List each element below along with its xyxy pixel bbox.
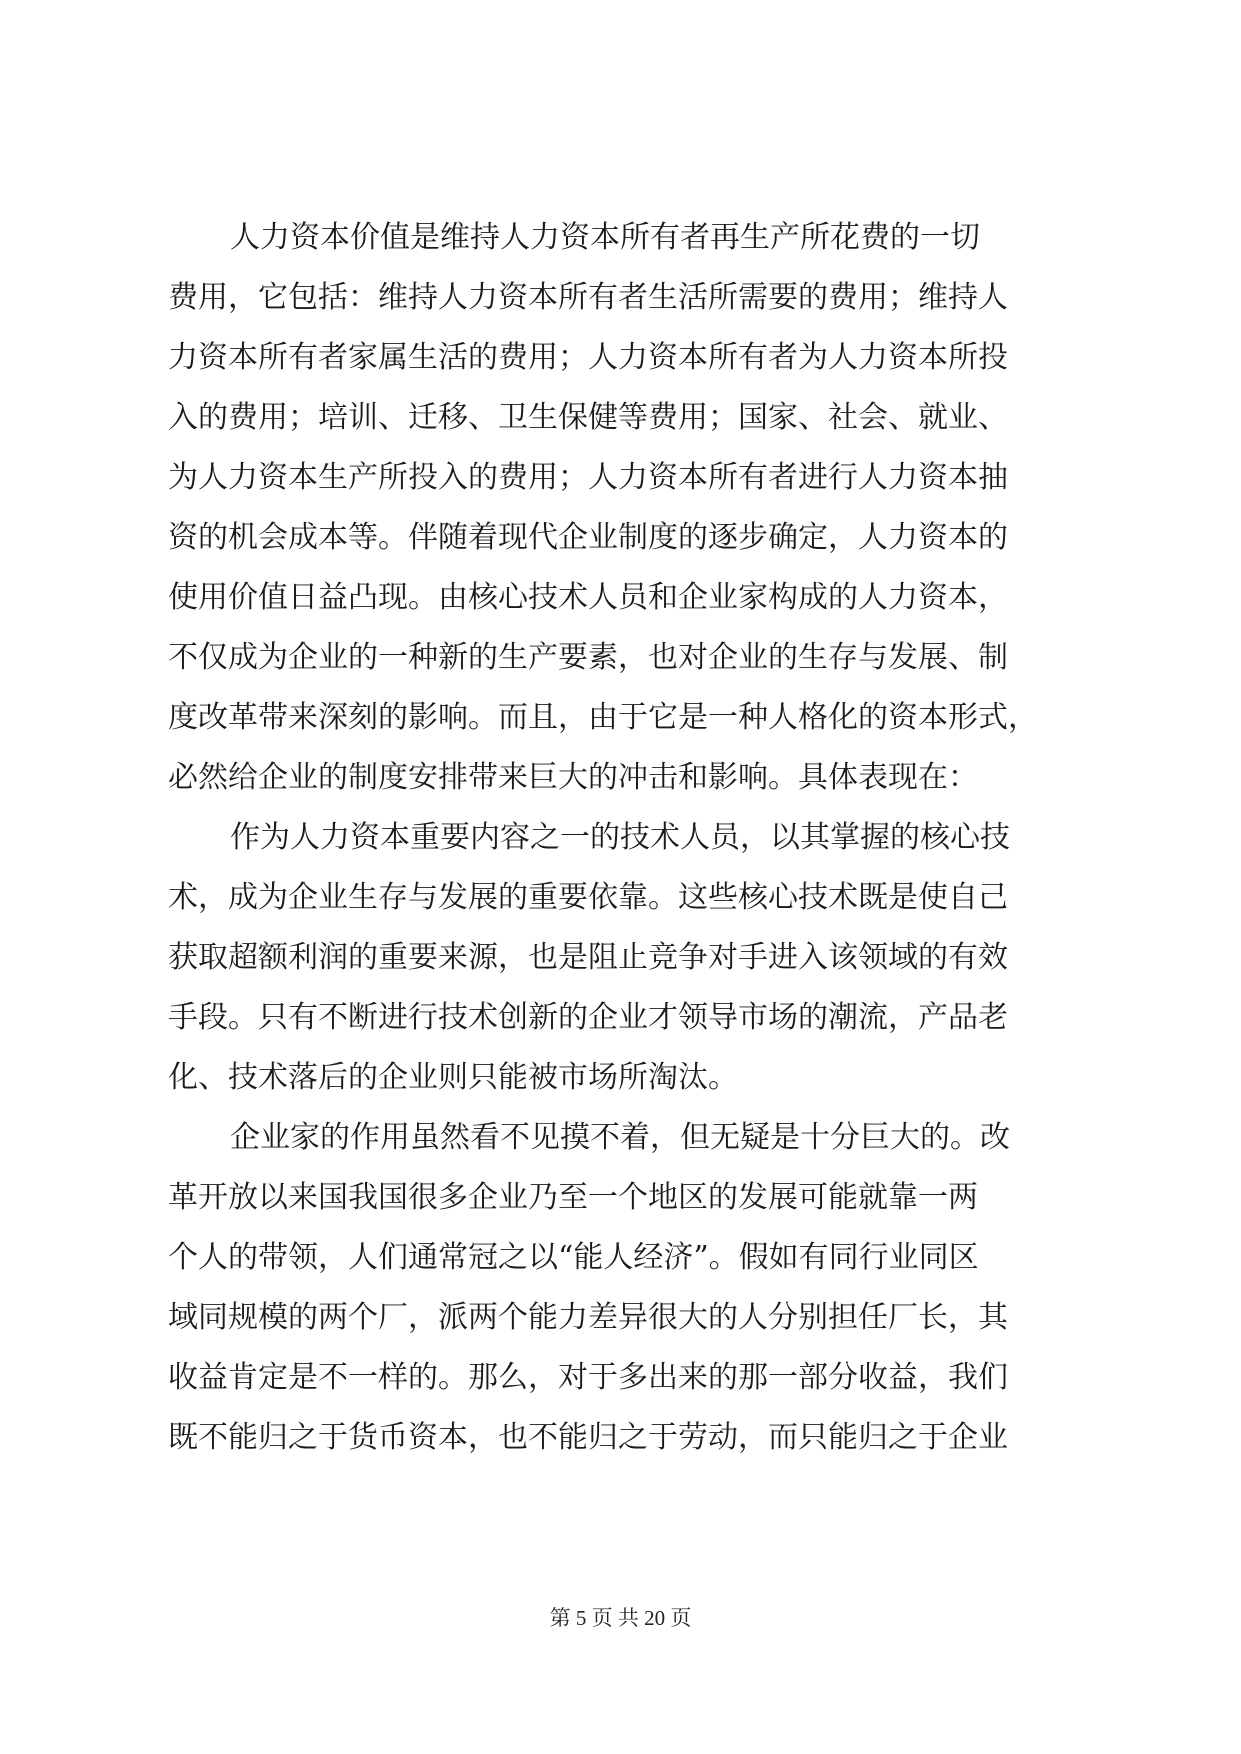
paragraph-1-line-10: 必然给企业的制度安排带来巨大的冲击和影响。具体表现在： [168,760,978,795]
paragraph-1-line-3: 力资本所有者家属生活的费用；人力资本所有者为人力资本所投 [168,340,1008,375]
paragraph-2-line-4: 手段。只有不断进行技术创新的企业才领导市场的潮流，产品老 [168,1000,1008,1035]
paragraph-1-line-6: 资的机会成本等。伴随着现代企业制度的逐步确定，人力资本的 [168,520,1008,555]
paragraph-3-line-5: 收益肯定是不一样的。那么，对于多出来的那一部分收益，我们 [168,1360,1008,1395]
paragraph-1-line-1: 人力资本价值是维持人力资本所有者再生产所花费的一切 [230,220,980,255]
paragraph-2-line-2: 术，成为企业生存与发展的重要依靠。这些核心技术既是使自己 [168,880,1008,915]
paragraph-1-line-7: 使用价值日益凸现。由核心技术人员和企业家构成的人力资本， [168,580,1008,615]
paragraph-1-line-5: 为人力资本生产所投入的费用；人力资本所有者进行人力资本抽 [168,460,1008,495]
paragraph-1-line-8: 不仅成为企业的一种新的生产要素，也对企业的生存与发展、制 [168,640,1008,675]
paragraph-2-line-3: 获取超额利润的重要来源，也是阻止竞争对手进入该领域的有效 [168,940,1008,975]
paragraph-1-line-9: 度改革带来深刻的影响。而且，由于它是一种人格化的资本形式， [168,700,1038,735]
paragraph-2-line-1: 作为人力资本重要内容之一的技术人员，以其掌握的核心技 [230,820,1010,855]
body-text [168,208,1084,1468]
paragraph-1-line-2: 费用，它包括：维持人力资本所有者生活所需要的费用；维持人 [168,280,1008,315]
page-number-footer: 第 5 页 共 20 页 [549,1606,692,1630]
paragraph-2-line-5: 化、技术落后的企业则只能被市场所淘汰。 [168,1060,738,1095]
paragraph-3-line-6: 既不能归之于货币资本，也不能归之于劳动，而只能归之于企业 [168,1420,1008,1455]
paragraph-1-line-4: 入的费用；培训、迁移、卫生保健等费用；国家、社会、就业、 [168,400,1008,435]
paragraph-3-line-4: 域同规模的两个厂，派两个能力差异很大的人分别担任厂长，其 [168,1300,1008,1335]
paragraph-3-line-2: 革开放以来国我国很多企业乃至一个地区的发展可能就靠一两 [168,1180,978,1215]
paragraph-3-line-3: 个人的带领，人们通常冠之以“能人经济”。假如有同行业同区 [168,1240,979,1275]
paragraph-3-line-1: 企业家的作用虽然看不见摸不着，但无疑是十分巨大的。改 [230,1120,1010,1155]
